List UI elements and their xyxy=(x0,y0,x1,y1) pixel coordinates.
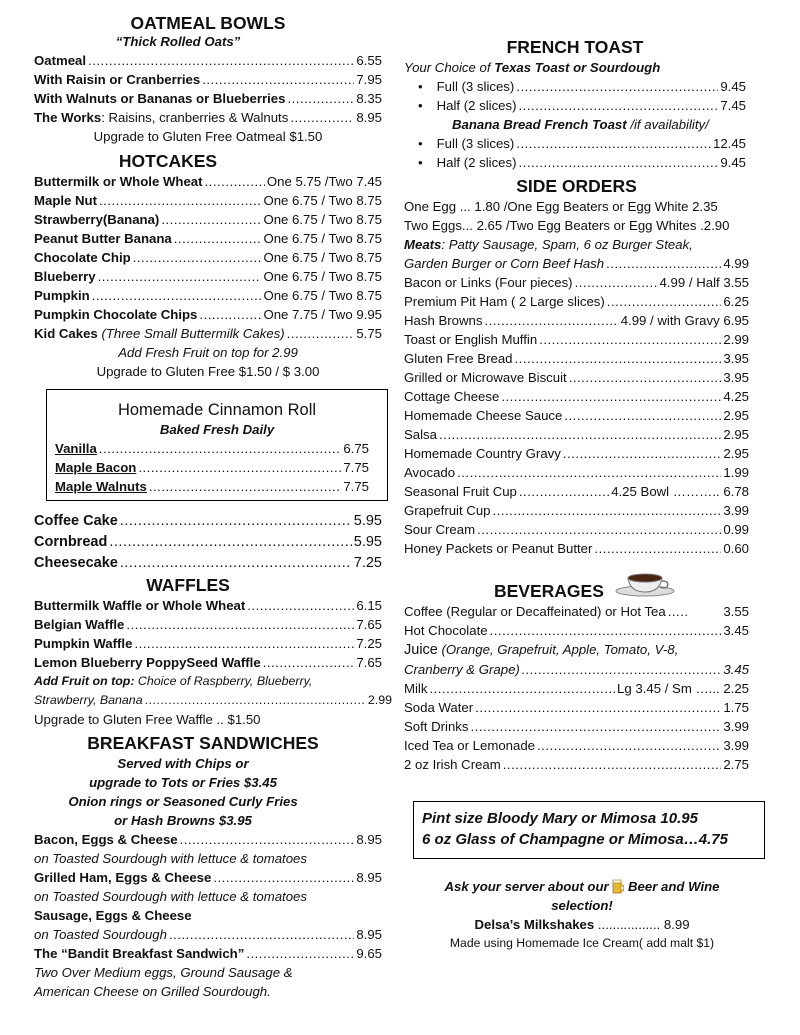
menu-item: Seasonal Fruit Cup ..... 4.25 Bowl ……….. 6.78 xyxy=(404,482,749,501)
menu-item: Pumpkin ..... One 6.75 / Two 8.75 xyxy=(34,286,382,305)
menu-item: Cornbread ..... 5.95 xyxy=(34,532,382,553)
item-desc: Two Over Medium eggs, Ground Sausage & xyxy=(34,965,293,980)
menu-item: Grilled or Microwave Biscuit ..... 3.95 xyxy=(404,368,749,387)
menu-item: Kid Cakes (Three Small Buttermilk Cakes) ..... 5.75 xyxy=(34,324,382,343)
menu-item: Salsa ..... 2.95 xyxy=(404,425,749,444)
menu-item: Lemon Blueberry PoppySeed Waffle ..... 7.65 xyxy=(34,653,382,672)
menu-item: Gluten Free Bread ..... 3.95 xyxy=(404,349,749,368)
specials-box xyxy=(413,801,765,859)
menu-item: Soft Drinks ..... 3.99 xyxy=(404,717,749,736)
menu-item: Strawberry(Banana) ..... One 6.75 / Two 8.75 xyxy=(34,210,382,229)
french-toast-title: FRENCH TOAST xyxy=(506,37,644,57)
oatmeal-upgrade: Upgrade to Gluten Free Oatmeal $1.50 xyxy=(93,129,323,144)
cinnamon-roll-box xyxy=(46,389,388,501)
ask-server-line-2: selection! xyxy=(551,898,613,913)
milkshake-note: Made using Homemade Ice Cream( add malt $1) xyxy=(449,936,715,950)
menu-item: • Half (2 slices) ..... 7.45 xyxy=(404,96,746,115)
footer-section xyxy=(404,877,760,953)
special-line: Pint size Bloody Mary or Mimosa 10.95 xyxy=(422,810,698,827)
menu-item: • Half (2 slices) ..... 9.45 xyxy=(404,153,746,172)
menu-item: Milk ..... Lg 3.45 / Sm …... 2.25 xyxy=(404,679,749,698)
menu-item: Garden Burger or Corn Beef Hash ..... 4.99 xyxy=(404,254,749,273)
french-toast-section xyxy=(404,36,746,172)
cinnamon-title: Homemade Cinnamon Roll xyxy=(117,401,317,419)
menu-item: Coffee Cake ..... 5.95 xyxy=(34,511,382,532)
menu-item-name: Sausage, Eggs & Cheese xyxy=(34,908,192,923)
menu-item: Buttermilk or Whole Wheat ..... One 5.75 /Two 7.45 xyxy=(34,172,382,191)
special-line: 6 oz Glass of Champagne or Mimosa…4.75 xyxy=(422,831,728,848)
item-desc: American Cheese on Grilled Sourdough. xyxy=(34,984,271,999)
menu-item: Hash Browns ..... 4.99 / with Gravy 6.95 xyxy=(404,311,749,330)
menu-item: Bacon, Eggs & Cheese ..... 8.95 xyxy=(34,830,382,849)
menu-item: Honey Packets or Peanut Butter ..... 0.60 xyxy=(404,539,749,558)
menu-item: on Toasted Sourdough ..... 8.95 xyxy=(34,925,382,944)
menu-item: One Egg ... 1.80 /One Egg Beaters or Egg White 2.35 xyxy=(404,199,718,214)
meats-line: Meats: Patty Sausage, Spam, 6 oz Burger Steak, xyxy=(404,237,693,252)
french-toast-choice: Your Choice of Texas Toast or Sourdough xyxy=(404,60,661,75)
sandwiches-sub: Served with Chips or xyxy=(117,756,249,771)
menu-item: Cheesecake ..... 7.25 xyxy=(34,553,382,574)
menu-item: Cottage Cheese ..... 4.25 xyxy=(404,387,749,406)
menu-item: Maple Walnuts ..... 7.75 xyxy=(55,477,379,496)
milkshake-line: Delsa’s Milkshakes ................. 8.99 xyxy=(474,917,690,932)
side-orders-section xyxy=(404,175,749,558)
menu-item: • Full (3 slices) ..... 12.45 xyxy=(404,134,746,153)
sandwiches-sub: Onion rings or Seasoned Curly Fries xyxy=(68,794,298,809)
menu-item: The “Bandit Breakfast Sandwich” ..... 9.65 xyxy=(34,944,382,963)
hotcakes-gluten-note: Upgrade to Gluten Free $1.50 / $ 3.00 xyxy=(96,364,320,379)
menu-item: Maple Nut ..... One 6.75 / Two 8.75 xyxy=(34,191,382,210)
menu-item: Strawberry, Banana ..... 2.99 xyxy=(34,691,392,710)
beverages-title: BEVERAGES xyxy=(494,581,604,601)
menu-item: Cranberry & Grape) ..... 3.45 xyxy=(404,660,749,679)
menu-item: Peanut Butter Banana ..... One 6.75 / Two 8.75 xyxy=(34,229,382,248)
waffles-section xyxy=(34,574,392,729)
menu-item: Oatmeal ..... 6.55 xyxy=(34,51,382,70)
hotcakes-section xyxy=(34,150,382,381)
oatmeal-section xyxy=(34,12,382,146)
menu-item: Grapefruit Cup ..... 3.99 xyxy=(404,501,749,520)
oatmeal-subtitle: “Thick Rolled Oats” xyxy=(115,34,241,49)
menu-item: Grilled Ham, Eggs & Cheese ..... 8.95 xyxy=(34,868,382,887)
menu-item: With Raisin or Cranberries ..... 7.95 xyxy=(34,70,382,89)
sandwiches-title: BREAKFAST SANDWICHES xyxy=(87,733,319,753)
item-desc: on Toasted Sourdough with lettuce & tomatoes xyxy=(34,889,307,904)
menu-item: Two Eggs... 2.65 /Two Egg Beaters or Egg Whites .2.90 xyxy=(404,218,730,233)
menu-item: Belgian Waffle ..... 7.65 xyxy=(34,615,382,634)
sandwiches-sub: upgrade to Tots or Fries $3.45 xyxy=(89,775,277,790)
menu-item: Pumpkin Chocolate Chips ..... One 7.75 / Two 9.95 xyxy=(34,305,382,324)
banana-bread-heading: Banana Bread French Toast /if availability/ xyxy=(452,117,709,132)
item-desc: on Toasted Sourdough with lettuce & tomatoes xyxy=(34,851,307,866)
menu-item: Pumpkin Waffle ..... 7.25 xyxy=(34,634,382,653)
menu-item: Hot Chocolate ..... 3.45 xyxy=(404,621,749,640)
waffles-title: WAFFLES xyxy=(146,575,230,595)
menu-item: Buttermilk Waffle or Whole Wheat ..... 6.15 xyxy=(34,596,382,615)
menu-item: With Walnuts or Bananas or Blueberries ..... 8.35 xyxy=(34,89,382,108)
hotcakes-fruit-note: Add Fresh Fruit on top for 2.99 xyxy=(118,345,298,360)
menu-item: Avocado ..... 1.99 xyxy=(404,463,749,482)
beverages-header xyxy=(404,578,749,602)
beverages-section xyxy=(404,578,749,774)
menu-item: 2 oz Irish Cream ..... 2.75 xyxy=(404,755,749,774)
menu-item: Homemade Country Gravy ..... 2.95 xyxy=(404,444,749,463)
sandwiches-section xyxy=(34,732,382,1001)
bakery-section xyxy=(34,511,382,574)
oatmeal-title: OATMEAL BOWLS xyxy=(130,13,286,33)
side-orders-title: SIDE ORDERS xyxy=(516,176,637,196)
waffles-gluten-note: Upgrade to Gluten Free Waffle .. $1.50 xyxy=(34,712,261,727)
menu-item: Blueberry ..... One 6.75 / Two 8.75 xyxy=(34,267,382,286)
waffles-fruit-note: Add Fruit on top: Choice of Raspberry, Blueberry, xyxy=(34,674,313,688)
juice-line: Juice (Orange, Grapefruit, Apple, Tomato, V-8, xyxy=(404,642,679,658)
menu-item: Maple Bacon ..... 7.75 xyxy=(55,458,379,477)
menu-item: Vanilla ..... 6.75 xyxy=(55,439,379,458)
menu-item: • Full (3 slices) ..... 9.45 xyxy=(404,77,746,96)
menu-item: Soda Water ..... 1.75 xyxy=(404,698,749,717)
menu-item: The Works: Raisins, cranberries & Walnuts ..... 8.95 xyxy=(34,108,382,127)
menu-item: Bacon or Links (Four pieces) ..... 4.99 / Half 3.55 xyxy=(404,273,749,292)
ask-server-line: Ask your server about our Beer and Wine xyxy=(444,879,720,894)
coffee-cup-icon xyxy=(614,570,676,598)
beer-mug-icon xyxy=(612,878,624,894)
menu-item: Toast or English Muffin ..... 2.99 xyxy=(404,330,749,349)
menu-item: Iced Tea or Lemonade ..... 3.99 xyxy=(404,736,749,755)
menu-item: Premium Pit Ham ( 2 Large slices) ..... 6.25 xyxy=(404,292,749,311)
menu-item: Sour Cream ..... 0.99 xyxy=(404,520,749,539)
cinnamon-subtitle: Baked Fresh Daily xyxy=(159,422,275,437)
sandwiches-sub: or Hash Browns $3.95 xyxy=(114,813,252,828)
menu-item: Homemade Cheese Sauce ..... 2.95 xyxy=(404,406,749,425)
hotcakes-title: HOTCAKES xyxy=(118,151,218,171)
menu-item: Coffee (Regular or Decaffeinated) or Hot Tea ..... 3.55 xyxy=(404,602,749,621)
menu-item: Chocolate Chip ..... One 6.75 / Two 8.75 xyxy=(34,248,382,267)
